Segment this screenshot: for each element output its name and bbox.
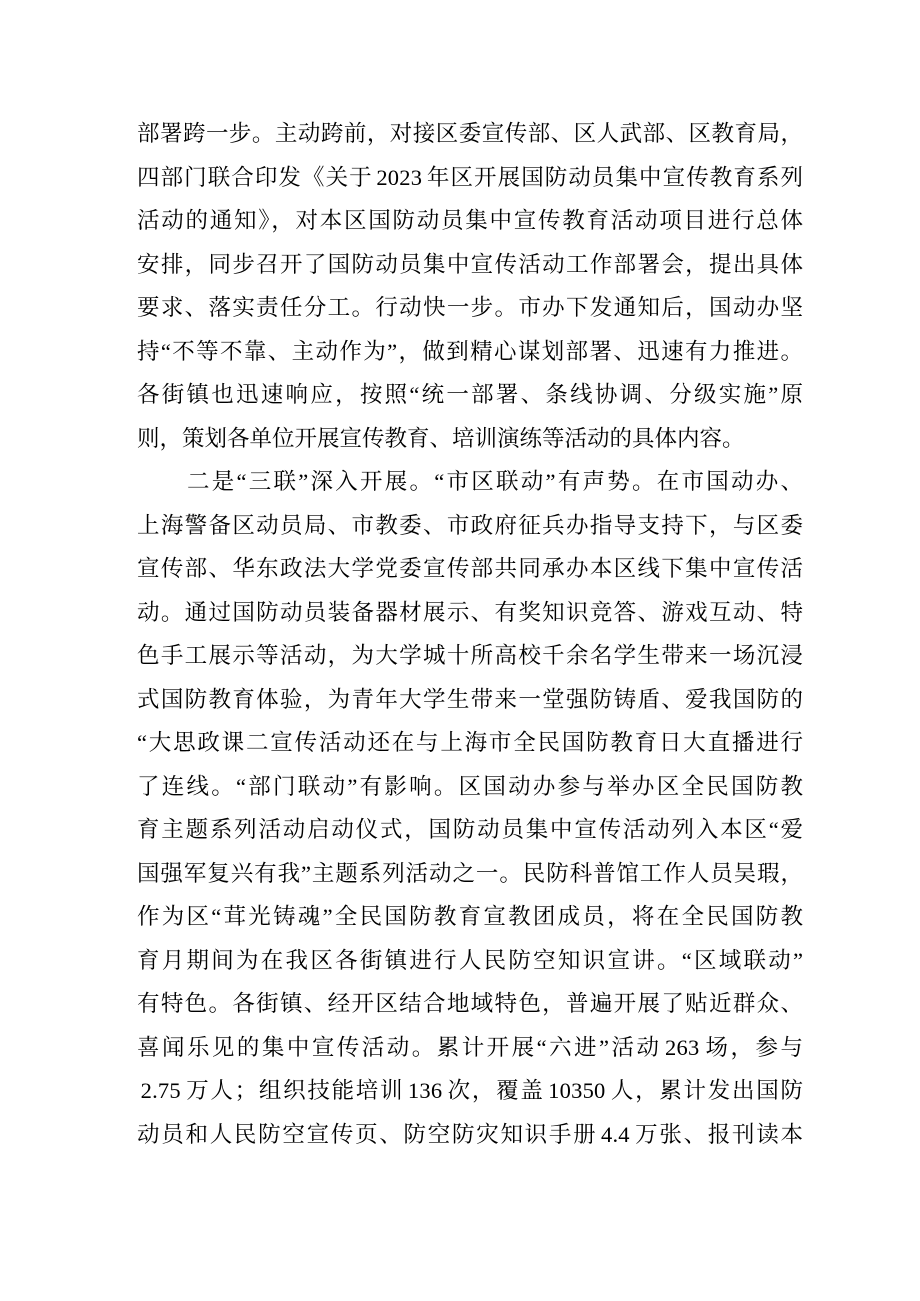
text-line: 宣传部、华东政法大学党委宣传部共同承办本区线下集中宣传活 bbox=[137, 556, 803, 581]
text-line: 式国防教育体验，为青年大学生带来一堂强防铸盾、爱我国防的 bbox=[137, 686, 803, 712]
text-line: 四部门联合印发《关于 2023 年区开展国防动员集中宣传教育系列 bbox=[137, 164, 803, 190]
text-line: 要求、落实责任分工。行动快一步。市办下发通知后，国动办坚 bbox=[137, 295, 803, 320]
text-line: 喜闻乐见的集中宣传活动。累计开展“六进”活动 263 场，参与 bbox=[137, 1034, 803, 1060]
text-line: “大思政课二宣传活动还在与上海市全民国防教育日大直播进行 bbox=[137, 730, 803, 755]
text-line: 部署跨一步。主动跨前，对接区委宣传部、区人武部、区教育局， bbox=[137, 121, 803, 146]
text-block bbox=[137, 112, 803, 1156]
numeral: 2.75 bbox=[140, 1078, 181, 1103]
paragraph-sanlian bbox=[137, 460, 803, 1156]
text-line: 国强军复兴有我”主题系列活动之一。民防科普馆工作人员吴瑕， bbox=[137, 860, 803, 886]
text-line: 各街镇也迅速响应，按照“统一部署、条线协调、分级实施”原 bbox=[137, 382, 803, 407]
text-line: 则，策划各单位开展宣传教育、培训演练等活动的具体内容。 bbox=[137, 425, 745, 451]
text-line: 有特色。各街镇、经开区结合地域特色，普遍开展了贴近群众、 bbox=[137, 991, 803, 1016]
text-line: 育主题系列活动启动仪式，国防动员集中宣传活动列入本区“爱 bbox=[137, 817, 803, 842]
text-line: 持“不等不靠、主动作为”，做到精心谋划部署、迅速有力推进。 bbox=[137, 338, 803, 364]
paragraph-deployment bbox=[137, 112, 803, 460]
text-line: 二是“三联”深入开展。“市区联动”有声势。在市国动办、 bbox=[187, 469, 803, 494]
text-line: 动员和人民防空宣传页、防空防灾知识手册 4.4 万张、报刊读本 bbox=[137, 1121, 803, 1147]
text-line: 育月期间为在我区各街镇进行人民防空知识宣讲。“区域联动” bbox=[137, 947, 803, 973]
numeral: 2023 bbox=[376, 164, 423, 190]
text-line: 作为区“茸光铸魂”全民国防教育宣教团成员，将在全民国防教 bbox=[137, 904, 803, 929]
numeral: 4.4 bbox=[600, 1121, 630, 1147]
numeral: 263 bbox=[665, 1034, 700, 1060]
text-line: 色手工展示等活动，为大学城十所高校千余名学生带来一场沉浸 bbox=[137, 643, 803, 668]
text-line: 了连线。“部门联动”有影响。区国动办参与举办区全民国防教 bbox=[137, 773, 803, 799]
text-line: 动。通过国防动员装备器材展示、有奖知识竞答、游戏互动、特 bbox=[137, 599, 803, 625]
text-line: 上海警备区动员局、市教委、市政府征兵办指导支持下，与区委 bbox=[137, 512, 803, 538]
numeral: 10350 bbox=[548, 1078, 606, 1103]
text-line: 安排，同步召开了国防动员集中宣传活动工作部署会，提出具体 bbox=[137, 251, 803, 277]
text-line: 2.75 万人；组织技能培训 136 次，覆盖 10350 人，累计发出国防 bbox=[140, 1078, 803, 1103]
numeral: 136 bbox=[407, 1078, 443, 1103]
text-line: 活动的通知》，对本区国防动员集中宣传教育活动项目进行总体 bbox=[137, 208, 803, 233]
